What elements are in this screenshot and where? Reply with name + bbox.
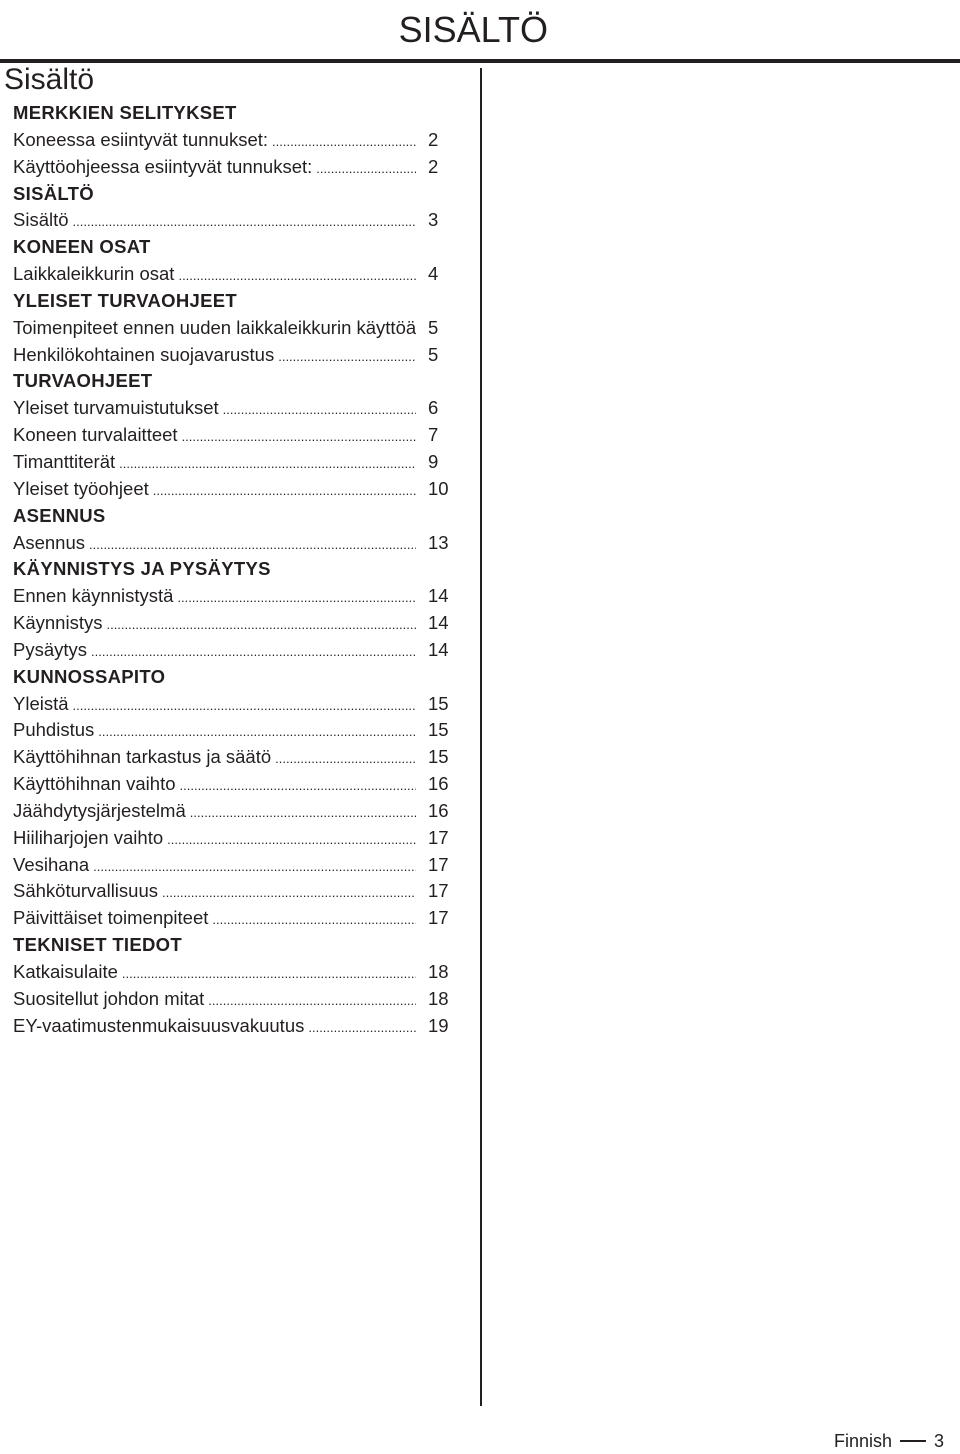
toc-entry — [13, 744, 473, 771]
toc-entry-line — [13, 342, 416, 371]
toc-entry — [13, 825, 473, 852]
toc-entry-page: 10 — [428, 477, 449, 499]
toc-entry — [13, 476, 473, 503]
toc-entry-title: Suositellut johdon mitat — [13, 987, 205, 1009]
toc-entry — [13, 717, 473, 744]
toc-entry-page: 5 — [428, 316, 439, 338]
toc-heading: Sisältö — [4, 63, 95, 96]
toc-entry — [13, 342, 473, 369]
dot-leader — [190, 798, 416, 827]
dot-leader — [167, 825, 416, 854]
toc-section-heading: KUNNOSSAPITO — [13, 665, 166, 687]
toc-entry-line — [13, 825, 416, 854]
toc-entry-line — [13, 771, 416, 800]
toc-entry-title: Timanttiterät — [13, 450, 116, 472]
toc-section-heading: SISÄLTÖ — [13, 182, 94, 204]
toc-entry — [13, 637, 473, 664]
dot-leader — [308, 1013, 416, 1042]
table-of-contents — [13, 100, 473, 1040]
toc-entry-line — [13, 422, 416, 451]
toc-entry-line — [13, 127, 416, 156]
toc-entry-title: Käyttöhihnan tarkastus ja säätö — [13, 746, 272, 768]
toc-entry-title: Sisältö — [13, 209, 69, 231]
toc-entry-line — [13, 449, 416, 478]
dot-leader — [178, 261, 416, 290]
toc-entry-page: 2 — [428, 155, 439, 177]
dot-leader — [153, 476, 416, 505]
toc-entry-page: 18 — [428, 961, 449, 982]
toc-entry-title: Yleiset turvamuistutukset — [13, 397, 219, 419]
toc-entry-title: Jäähdytysjärjestelmä — [13, 799, 186, 821]
toc-entry-page: 15 — [428, 719, 449, 741]
toc-entry-line — [13, 691, 416, 720]
toc-section-heading: KONEEN OSAT — [13, 236, 151, 258]
dot-leader — [91, 637, 416, 666]
toc-entry-page: 15 — [428, 746, 449, 768]
toc-entry-title: Asennus — [13, 531, 85, 553]
toc-entry — [13, 207, 473, 234]
toc-entry-line — [13, 583, 416, 612]
toc-section-heading: YLEISET TURVAOHJEET — [13, 289, 237, 311]
dot-leader — [122, 959, 416, 988]
dot-leader — [98, 717, 416, 746]
dot-leader — [275, 744, 416, 773]
dot-leader — [208, 986, 416, 1015]
toc-entry — [13, 986, 473, 1013]
dot-leader — [73, 207, 416, 236]
dot-leader — [272, 127, 416, 156]
toc-entry-title: Päivittäiset toimenpiteet — [13, 907, 209, 929]
toc-entry — [13, 261, 473, 288]
toc-entry-title: Katkaisulaite — [13, 961, 118, 982]
toc-entry-page: 16 — [428, 799, 449, 821]
toc-entry-page: 17 — [428, 880, 449, 902]
dot-leader — [316, 154, 416, 183]
toc-entry-title: Puhdistus — [13, 719, 95, 741]
toc-entry-page: 6 — [428, 397, 439, 419]
toc-entry-page: 17 — [428, 853, 449, 875]
toc-entry-line — [13, 798, 416, 827]
toc-entry-line — [13, 905, 416, 934]
toc-entry-title: EY-vaatimustenmukaisuusvakuutus — [13, 1014, 305, 1036]
toc-entry — [13, 583, 473, 610]
dot-leader — [212, 905, 416, 934]
dot-leader — [278, 342, 416, 371]
toc-entry-line — [13, 637, 416, 666]
toc-entry-page: 3 — [428, 209, 439, 231]
toc-entry-line — [13, 476, 416, 505]
toc-entry — [13, 449, 473, 476]
toc-entry — [13, 395, 473, 422]
toc-entry-page: 14 — [428, 612, 449, 634]
toc-section-heading: MERKKIEN SELITYKSET — [13, 102, 237, 123]
toc-entry-title: Yleiset työohjeet — [13, 477, 149, 499]
toc-entry — [13, 315, 473, 342]
toc-entry-line — [13, 986, 416, 1015]
toc-entry-line — [13, 610, 416, 639]
toc-entry-title: Käyttöohjeessa esiintyvät tunnukset: — [13, 155, 313, 177]
footer-dash — [900, 1440, 926, 1442]
toc-entry — [13, 905, 473, 932]
header-rule — [0, 59, 960, 63]
page-header — [0, 0, 960, 60]
toc-entry-page: 19 — [428, 1014, 449, 1036]
footer-language: Finnish — [833, 1431, 892, 1451]
column-divider — [480, 68, 482, 1406]
toc-entry — [13, 771, 473, 798]
toc-entry-page: 14 — [428, 585, 449, 607]
toc-entry-title: Toimenpiteet ennen uuden laikkaleikkurin käyttöä — [13, 316, 416, 338]
page-footer — [834, 1428, 944, 1454]
toc-section-heading: TEKNISET TIEDOT — [13, 934, 182, 956]
toc-entry-line — [13, 878, 416, 907]
toc-entry — [13, 878, 473, 905]
toc-entry — [13, 610, 473, 637]
toc-entry-page: 14 — [428, 638, 449, 660]
toc-entry-page: 4 — [428, 263, 439, 285]
toc-entry-line — [13, 852, 416, 881]
dot-leader — [89, 530, 416, 559]
toc-entry-line — [13, 315, 416, 344]
toc-entry-page: 2 — [428, 128, 439, 150]
toc-entry-page: 15 — [428, 692, 449, 714]
dot-leader — [119, 449, 416, 478]
toc-entry-line — [13, 530, 416, 559]
dot-leader — [180, 771, 416, 800]
toc-entry-page: 7 — [428, 424, 439, 446]
toc-section-heading: KÄYNNISTYS JA PYSÄYTYS — [13, 558, 271, 580]
toc-entry-title: Ennen käynnistystä — [13, 585, 174, 607]
toc-entry-page: 13 — [428, 531, 449, 553]
toc-entry-page: 16 — [428, 773, 449, 795]
toc-entry-line — [13, 207, 416, 236]
toc-entry — [13, 798, 473, 825]
toc-entry — [13, 530, 473, 557]
toc-entry — [13, 691, 473, 718]
toc-entry-title: Käynnistys — [13, 612, 103, 634]
footer-page-number: 3 — [933, 1431, 944, 1451]
toc-entry — [13, 959, 473, 986]
dot-leader — [106, 610, 416, 639]
toc-entry-line — [13, 261, 416, 290]
toc-entry — [13, 422, 473, 449]
toc-entry-title: Pysäytys — [13, 638, 88, 660]
toc-entry-title: Laikkaleikkurin osat — [13, 263, 175, 285]
toc-section-heading: ASENNUS — [13, 504, 106, 526]
toc-entry-title: Henkilökohtainen suojavarustus — [13, 343, 275, 365]
toc-entry — [13, 154, 473, 181]
toc-entry-line — [13, 395, 416, 424]
toc-entry-page: 9 — [428, 450, 439, 472]
dot-leader — [162, 878, 416, 907]
toc-entry-page: 18 — [428, 987, 449, 1009]
toc-entry-line — [13, 1013, 416, 1042]
dot-leader — [182, 422, 416, 451]
toc-entry-title: Vesihana — [13, 853, 90, 875]
toc-entry — [13, 852, 473, 879]
toc-entry-line — [13, 959, 416, 988]
toc-entry-page: 17 — [428, 907, 449, 929]
toc-entry — [13, 1013, 473, 1040]
toc-entry-line — [13, 744, 416, 773]
toc-entry-title: Käyttöhihnan vaihto — [13, 773, 176, 795]
toc-entry-title: Sähköturvallisuus — [13, 880, 158, 902]
toc-entry-page: 5 — [428, 343, 439, 365]
dot-leader — [177, 583, 416, 612]
dot-leader — [223, 395, 416, 424]
toc-entry-title: Koneessa esiintyvät tunnukset: — [13, 128, 269, 150]
toc-entry-title: Koneen turvalaitteet — [13, 424, 178, 446]
toc-entry-line — [13, 154, 416, 183]
toc-entry-page: 17 — [428, 826, 449, 848]
toc-entry-title: Yleistä — [13, 692, 69, 714]
dot-leader — [93, 852, 416, 881]
header-title: SISÄLTÖ — [398, 9, 548, 50]
toc-section-heading: TURVAOHJEET — [13, 370, 153, 392]
dot-leader — [73, 691, 416, 720]
toc-entry — [13, 127, 473, 154]
toc-entry-line — [13, 717, 416, 746]
toc-entry-title: Hiiliharjojen vaihto — [13, 826, 164, 848]
